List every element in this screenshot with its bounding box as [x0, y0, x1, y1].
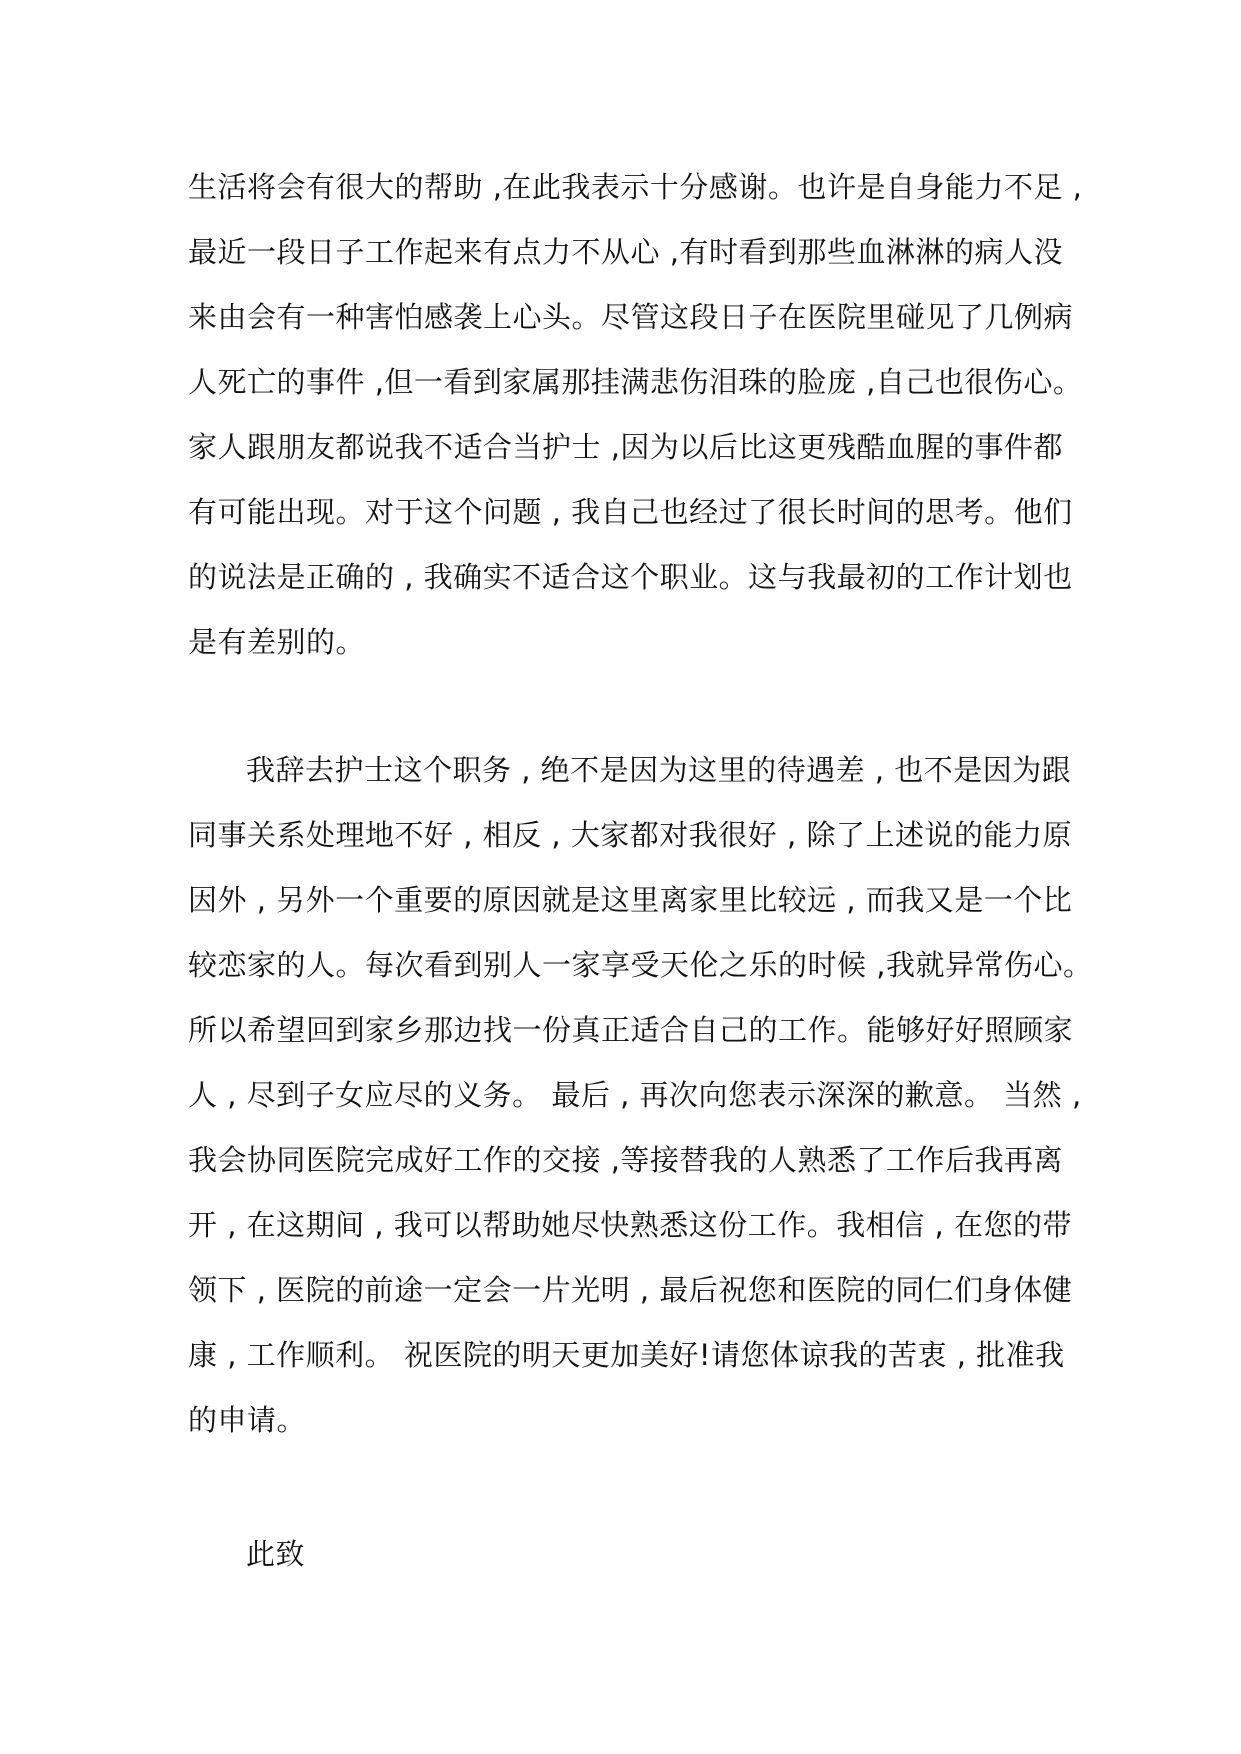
paragraph-line: 开 , 在这期间 , 我可以帮助她尽快熟悉这份工作。我相信 , 在您的带: [188, 1208, 1072, 1242]
paragraph-line: 因外 , 另外一个重要的原因就是这里离家里比较远 , 而我又是一个比: [188, 883, 1073, 917]
paragraph-line: 较恋家的人。每次看到别人一家享受天伦之乐的时候 ,我就异常伤心。: [188, 948, 1093, 982]
paragraph-line: 康 , 工作顺利。 祝医院的明天更加美好!请您体谅我的苦衷 , 批准我: [188, 1338, 1065, 1372]
paragraph-line: 我会协同医院完成好工作的交接 ,等接替我的人熟悉了工作后我再离: [188, 1143, 1063, 1177]
paragraph-line: 领下 , 医院的前途一定会一片光明 , 最后祝您和医院的同仁们身体健: [188, 1273, 1073, 1307]
paragraph-line: 人死亡的事件 ,但一看到家属那挂满悲伤泪珠的脸庞 ,自己也很伤心。: [188, 365, 1083, 399]
closing-text: 此致: [246, 1537, 306, 1571]
closing-salutation: [188, 1522, 1068, 1587]
paragraph-2: [188, 738, 1093, 1453]
paragraph-line: 我辞去护士这个职务 , 绝不是因为这里的待遇差 , 也不是因为跟: [246, 753, 1072, 787]
paragraph-1: [188, 155, 1083, 675]
paragraph-line: 是有差别的。: [188, 625, 366, 659]
paragraph-line: 同事关系处理地不好 , 相反 , 大家都对我很好 , 除了上述说的能力原: [188, 818, 1072, 852]
paragraph-line: 人 , 尽到子女应尽的义务。 最后 , 再次向您表示深深的歉意。 当然 ,: [188, 1078, 1082, 1112]
paragraph-line: 所以希望回到家乡那边找一份真正适合自己的工作。能够好好照顾家: [188, 1013, 1074, 1047]
paragraph-line: 的申请。: [188, 1403, 307, 1437]
paragraph-line: 来由会有一种害怕感袭上心头。尽管这段日子在医院里碰见了几例病: [188, 300, 1074, 334]
paragraph-line: 最近一段日子工作起来有点力不从心 ,有时看到那些血淋淋的病人没: [188, 235, 1063, 269]
paragraph-line: 有可能出现。对于这个问题 , 我自己也经过了很长时间的思考。他们: [188, 495, 1073, 529]
paragraph-line: 家人跟朋友都说我不适合当护士 ,因为以后比这更残酷血腥的事件都: [188, 430, 1063, 464]
paragraph-line: 生活将会有很大的帮助 ,在此我表示十分感谢。也许是自身能力不足 ,: [188, 170, 1083, 204]
paragraph-line: 的说法是正确的 , 我确实不适合这个职业。这与我最初的工作计划也: [188, 560, 1073, 594]
